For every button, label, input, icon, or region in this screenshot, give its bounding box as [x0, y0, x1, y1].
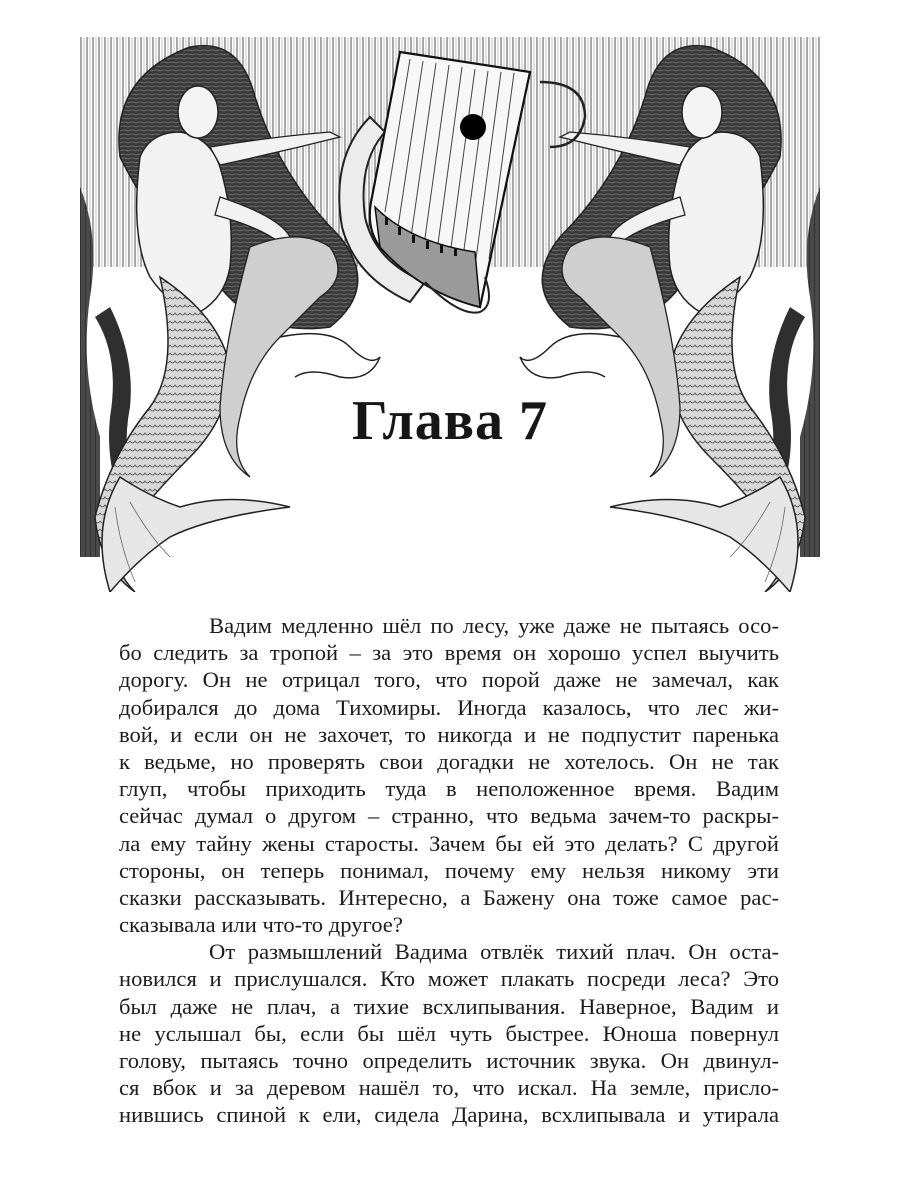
text-line: нившись спиной к ели, сидела Дарина, всхлипывала и утирала	[119, 1102, 779, 1128]
text-line: не услышал бы, если бы шёл чуть быстрее. Юноша повернул	[119, 1020, 779, 1046]
text-line: добирался до дома Тихомиры. Иногда казалось, что лес жи-	[119, 694, 779, 720]
text-line: был даже не плач, а тихие всхлипывания. Наверное, Вадим и	[119, 993, 779, 1019]
text-line: ла ему тайну жены старосты. Зачем бы ей это делать? С другой	[119, 830, 779, 856]
text-line: дорогу. Он не отрицал того, что порой даже не замечал, как	[119, 667, 779, 693]
text-line: голову, пытаясь точно определить источник звука. Он двинул-	[119, 1048, 779, 1073]
chapter-illustration	[80, 37, 820, 592]
text-line: глуп, чтобы приходить туда в неположенное время. Вадим	[119, 776, 779, 802]
text-line: сказывала или что-то другое?	[119, 912, 403, 938]
text-line: От размышлений Вадима отвлёк тихий плач. Он оста-	[209, 939, 779, 965]
paragraph	[119, 612, 779, 938]
text-line: бо следить за тропой – за это время он хорошо успел выучить	[119, 640, 779, 666]
text-line: новился и прислушался. Кто может плакать посреди леса? Это	[119, 966, 779, 992]
text-line: ся вбок и за деревом нашёл то, что искал. На земле, присло-	[119, 1075, 779, 1101]
text-line: стороны, он теперь понимал, почему ему нельзя никому эти	[119, 857, 779, 883]
chapter-title: Глава 7	[352, 390, 548, 452]
text-line: к ведьме, но проверять свои догадки не хотелось. Он не так	[119, 748, 779, 774]
paragraph	[119, 938, 779, 1128]
text-line: вой, и если он не захочет, то никогда и не подпустит паренька	[119, 721, 779, 747]
text-line: сказки рассказывать. Интересно, а Бажену она тоже самое рас-	[119, 884, 779, 910]
text-line: сейчас думал о другом – странно, что ведьма зачем-то раскры-	[119, 803, 779, 829]
mermaids-gusli-illustration	[80, 37, 820, 592]
text-line: Вадим медленно шёл по лесу, уже даже не пытаясь осо-	[209, 613, 779, 638]
chapter-body	[119, 612, 779, 1129]
